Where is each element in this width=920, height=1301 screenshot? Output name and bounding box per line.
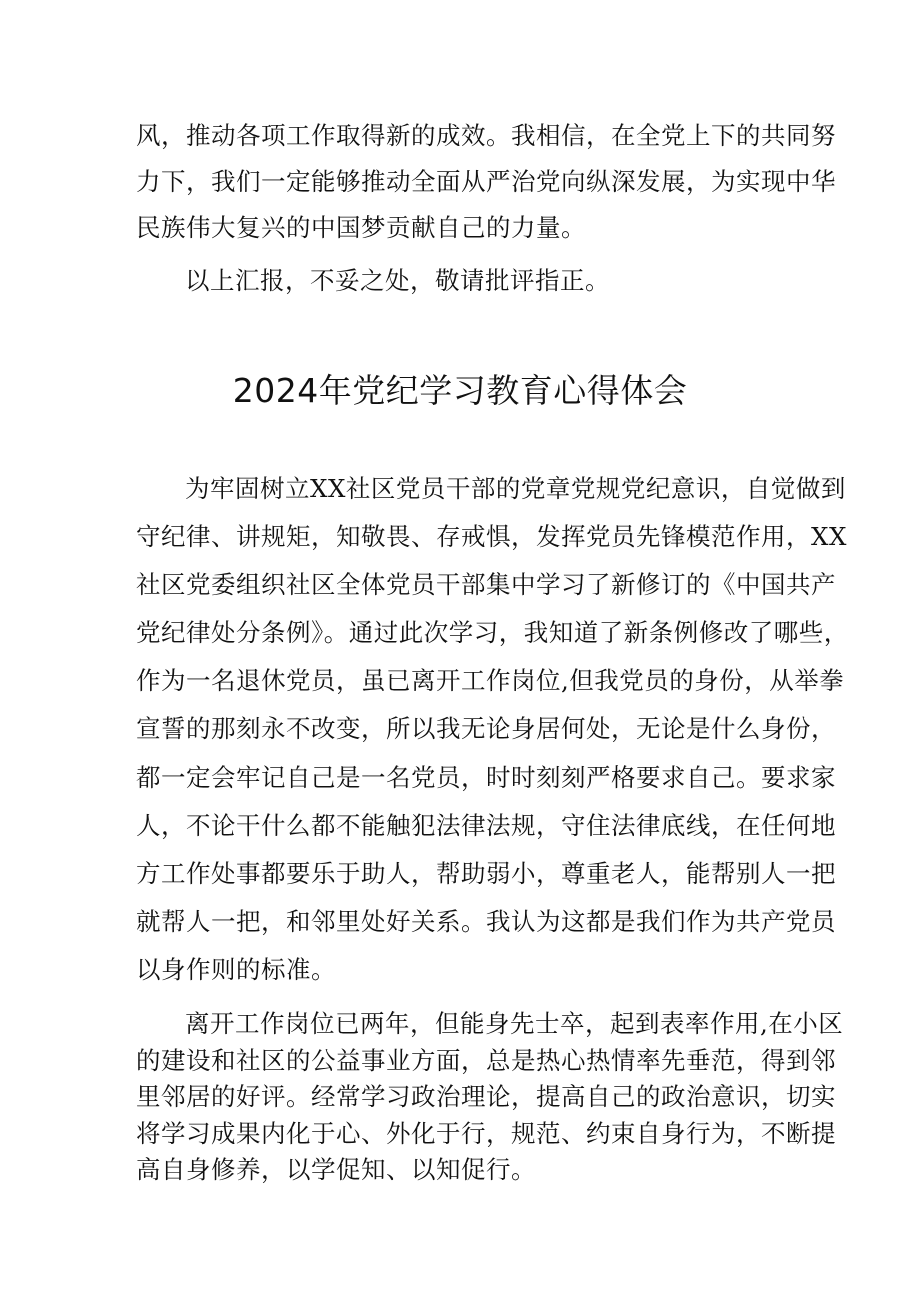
text-line: 人，不论干什么都不能触犯法律法规，守住法律底线，在任何地 (136, 810, 836, 840)
text-line: 以身作则的标准。 (136, 954, 336, 984)
page-title: 2024年党纪学习教育心得体会 (232, 371, 688, 410)
text-line: 都一定会牢记自己是一名党员，时时刻刻严格要求自己。要求家 (136, 762, 836, 792)
text-line: 守纪律、讲规矩，知敬畏、存戒惧，发挥党员先锋模范作用，XX (136, 522, 847, 552)
text-line: 宣誓的那刻永不改变，所以我无论身居何处，无论是什么身份， (136, 714, 836, 744)
text-line: 力下，我们一定能够推动全面从严治党向纵深发展，为实现中华 (136, 167, 836, 196)
previous-section-text (136, 113, 836, 304)
text-line: 社区党委组织社区全体党员干部集中学习了新修订的《中国共产 (136, 570, 836, 600)
text-line: 党纪律处分条例》。通过此次学习，我知道了新条例修改了哪些， (136, 618, 849, 648)
text-line: 高自身修养，以学促知、以知促行。 (136, 1155, 536, 1184)
text-line: 就帮人一把，和邻里处好关系。我认为这都是我们作为共产党员 (136, 906, 836, 936)
text-line: 的建设和社区的公益事业方面，总是热心热情率先垂范，得到邻 (136, 1045, 836, 1075)
text-line: 里邻居的好评。经常学习政治理论，提高自己的政治意识，切实 (136, 1082, 836, 1111)
text-line: 离开工作岗位已两年，但能身先士卒，起到表率作用,在小区 (185, 1009, 844, 1038)
text-line: 风，推动各项工作取得新的成效。我相信，在全党上下的共同努 (136, 121, 836, 150)
text-line: 将学习成果内化于心、外化于行，规范、约束自身行为，不断提 (136, 1118, 836, 1148)
closing-remark: 以上汇报，不妥之处，敬请批评指正。 (185, 266, 610, 295)
text-line: 作为一名退休党员，虽已离开工作岗位,但我党员的身份，从举拳 (136, 666, 845, 696)
article-paragraph-1 (136, 465, 849, 994)
text-line: 为牢固树立XX社区党员干部的党章党规党纪意识，自觉做到 (185, 474, 846, 503)
article-paragraph-2 (136, 1006, 844, 1189)
text-line: 民族伟大复兴的中国梦贡献自己的力量。 (136, 213, 586, 242)
text-line: 方工作处事都要乐于助人，帮助弱小，尊重老人，能帮别人一把 (136, 858, 836, 888)
